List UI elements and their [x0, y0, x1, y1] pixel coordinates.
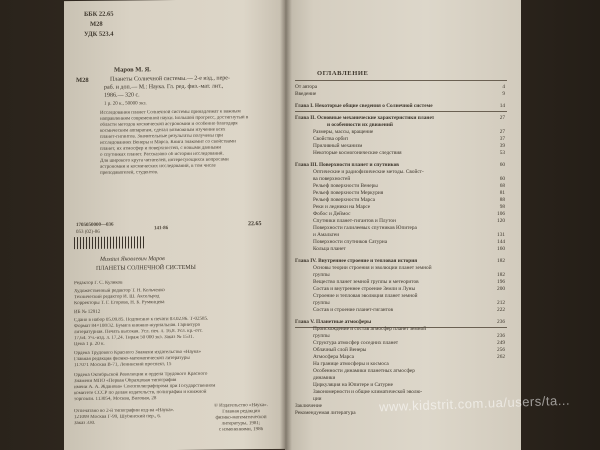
toc-chapter — [295, 162, 513, 169]
toc-entry-label: Особенности динамики планетных атмосфер — [313, 368, 415, 374]
toc-entry-label: Поверхности спутников Сатурна — [313, 239, 388, 245]
toc-entry-label: Состав и строение планет-гигантов — [313, 307, 394, 313]
toc-entry-page: 60 — [499, 176, 505, 182]
watermark: www.kidstrit.com.ua/users/ta... — [378, 392, 571, 415]
toc-entry-label: Рельеф поверхности Марса — [313, 197, 375, 203]
toc-entry — [295, 150, 513, 157]
toc-entry-page: 37 — [499, 136, 505, 142]
barcode-sub: 053 (02)-86 — [76, 229, 100, 236]
toc-entry-page: 144 — [497, 239, 505, 245]
stamp-left: Отпечатано во 2-й типографии изд-ва «Наука». 121099 Москва Г-99, Шубинский пер., 6. Заказ 330. — [74, 408, 175, 427]
toc-entry-label: Закономерности и общие климатической эволю- — [313, 389, 423, 395]
toc-entry-label: Кольца планет — [313, 246, 346, 252]
description-line: 1986.— 320 с. — [104, 92, 140, 99]
toc-entry-label: Фобос и Деймос — [313, 211, 351, 217]
toc-entry-label: Происхождение и состав атмосфер планет земной — [313, 326, 427, 332]
toc-entry — [295, 354, 513, 361]
toc-entry — [295, 232, 513, 239]
toc-entry — [295, 176, 513, 183]
toc-entry — [295, 375, 513, 382]
toc-entry-page: 14 — [499, 103, 505, 109]
price-code: 22.65 — [248, 221, 262, 228]
toc-entry — [295, 239, 513, 246]
toc-entry — [295, 286, 513, 293]
publisher-info: Ордена Трудового Красного Знамени издательство «Наука» Главная редакция физико-математической литературы 117071 Москва В-71, Ленинский проспект, 15 — [74, 349, 201, 369]
toc-entry — [295, 272, 513, 279]
toc-chapter — [295, 115, 513, 122]
barcode-right: 141-86 — [154, 226, 169, 232]
toc-entry-label: Строение и тепловая эволюция планет земной — [313, 293, 418, 299]
toc-entry-page: 68 — [499, 183, 505, 189]
left-page — [64, 0, 288, 450]
toc-entry-label: Оптические и радиофизические методы. Свойст- — [313, 169, 424, 175]
toc-entry-label: группы — [313, 272, 330, 278]
toc-entry-label: ва поверхностей — [313, 176, 351, 182]
toc-entry — [295, 347, 513, 354]
toc-entry-page: 9 — [502, 91, 505, 97]
catalog-code: М28 — [76, 76, 89, 85]
toc-entry-label: группы — [313, 333, 330, 339]
toc-entry-label: Размеры, массы, вращение — [313, 129, 374, 135]
toc-entry — [295, 218, 513, 225]
toc-entry — [295, 129, 513, 136]
toc-entry-label: Вещество планет земной группы и метеоритов — [313, 279, 419, 285]
pages-line: 1 р. 20 к., 50000 экз. — [104, 101, 147, 107]
toc-entry-label: Основы теории строения и эволюции планет земной — [313, 265, 432, 271]
toc-entry-page: 98 — [499, 204, 505, 210]
toc-entry-label: Некоторые космогонические следствия — [313, 150, 402, 156]
description-line: раб. и доп.— М.: Наука. Гл. ред. физ.-мат. лит., — [104, 83, 224, 91]
toc-entry-page: 200 — [497, 286, 505, 292]
toc-entry-page: 39 — [499, 143, 505, 149]
toc-entry — [295, 169, 513, 176]
printer-info: Ордена Октябрьской Революции и ордена Трудового Красного Знамени МПО «Первая Образцовая типография имени А. А. Жданова» Союзполиграфпрома при Государственном комитете СССР по делам издательств, полиграфии и книжной торговли. 113054, Москва, Валовая, 28 — [74, 371, 216, 403]
toc-entry-page: 262 — [497, 354, 505, 360]
toc-entry-label: Реки и ледники на Марсе — [313, 204, 371, 210]
toc-entry-label: и Амальтеи — [313, 232, 340, 238]
toc-entry-page: 236 — [497, 319, 505, 325]
toc-entry — [295, 279, 513, 286]
toc-entry-label: Циркуляция на Юпитере и Сатурне — [313, 382, 393, 388]
toc-entry-page: 4 — [502, 84, 505, 90]
toc-entry-page: 160 — [497, 246, 505, 252]
toc-entry-page: 120 — [497, 218, 505, 224]
toc-entry-label: динамики — [313, 375, 336, 381]
imprint-author: Михаил Яковлевич Маров — [100, 256, 165, 263]
toc-chapter — [295, 103, 513, 110]
toc-entry-label: Рекомендуемая литература — [295, 410, 356, 416]
toc-entry — [295, 190, 513, 197]
bbk-index: ББК 22.65 — [84, 10, 114, 18]
toc-entry-page: 236 — [497, 333, 505, 339]
barcode — [74, 236, 144, 249]
toc-entry-label: Глава V. Планетные атмосферы — [295, 319, 372, 325]
toc-entry-label: Глава IV. Внутреннее строение и тепловая история — [295, 258, 418, 264]
toc-top-rule — [295, 80, 507, 81]
toc-entry — [295, 183, 513, 190]
toc-entry — [295, 246, 513, 253]
toc-entry-label: Свойства орбит — [313, 136, 349, 142]
toc-entry — [295, 307, 513, 314]
toc-entry — [295, 122, 513, 129]
toc-entry-label: Структура атмосфер соседних планет — [313, 340, 399, 346]
toc-entry-page: 196 — [497, 279, 505, 285]
toc-entry-label: Приливный механизм — [313, 143, 363, 149]
toc-entry-page: 256 — [497, 347, 505, 353]
book-spine-shadow — [280, 0, 292, 450]
toc-entry-label: ции — [313, 396, 322, 402]
ib-number: ИБ № 12912 — [74, 309, 101, 316]
toc-entry-label: Глава II. Основные механические характеристики планет — [295, 115, 435, 121]
toc-heading: ОГЛАВЛЕНИЕ — [317, 70, 369, 77]
toc-entry-page: 106 — [497, 211, 505, 217]
toc-rule — [295, 111, 507, 112]
toc-entry-page: 182 — [497, 272, 505, 278]
toc-entry-page: 27 — [499, 115, 505, 121]
toc-entry-page: 81 — [499, 190, 505, 196]
toc-entry-label: Рельеф поверхности Венеры — [313, 183, 378, 189]
abstract: Исследования планет Солнечной системы принадлежат к важным направлениям современной науки. Большой прогресс, достигнутый в области методов космической астрономии и особенно благодаря космическим аппаратам, сделал возможным изучение всех планет-гигантов. Значительные результаты получены при исследованиях Венеры и Марса. Книга знакомит со свойствами планет, их атмосфер и поверхностей, с новыми данными о спутниках планет. Рассказано об истории исследований. Для широкого круга читателей, интересующихся вопросами астрономии и космических исследований, в том числе преподавателей, студентов. — [100, 109, 249, 176]
toc-chapter — [295, 319, 513, 326]
toc-entry-page: 131 — [497, 232, 505, 238]
toc-entry — [295, 265, 513, 272]
toc-entry-page: 27 — [499, 129, 505, 135]
right-page — [285, 0, 521, 450]
toc-entry — [295, 382, 513, 389]
toc-entry — [295, 136, 513, 143]
description-line: Планеты Солнечной системы.— 2-е изд., пере- — [110, 75, 230, 83]
toc-entry-label: Глава III. Поверхности планет и спутников — [295, 162, 400, 168]
toc-entry — [295, 211, 513, 218]
print-info: Сдано в набор 05.09.85. Подписано к печати 03.02.86. Т-02585. Формат 84×108/32. Бумага книжно-журнальная. Гарнитура литературная. Печать высокая. Усл. печ. л. 16,8. Усл. кр.-отт. 17,64. Уч.-изд. л. 17,24. Тираж 50 000 экз. Заказ № 1531. Цена 1 р. 20 к. — [74, 316, 209, 348]
toc-entry — [295, 368, 513, 375]
credits: Редактор Г. С. Куликов Художественный редактор Т. Н. Кольченко Технический редактор И. Ш. Аксельрод Корректоры Т. Г. Егорова, Н. Б. Румянцева — [74, 280, 165, 307]
toc-entry — [295, 333, 513, 340]
barcode-number: 1705050000—036 — [76, 222, 114, 229]
toc-entry-label: Состав и внутреннее строение Земли и Луны — [313, 286, 416, 292]
toc-entry — [295, 326, 513, 333]
toc-entry — [295, 225, 513, 232]
toc-entry — [295, 143, 513, 150]
toc-entry-label: На границе атмосферы и космоса — [313, 361, 389, 367]
toc-entry-label: и особенности их движений — [327, 122, 393, 128]
imprint-title: ПЛАНЕТЫ СОЛНЕЧНОЙ СИСТЕМЫ — [96, 264, 196, 272]
toc-entry — [295, 91, 513, 98]
toc-entry-label: От автора — [295, 84, 318, 90]
toc-entry — [295, 293, 513, 300]
toc-entry-page: 88 — [499, 197, 505, 203]
toc-entry-label: Заключение — [295, 403, 323, 409]
toc-entry-label: Атмосфера Марса — [313, 354, 355, 360]
toc-entry-label: Рельеф поверхности Меркурия — [313, 190, 384, 196]
udk-index: УДК 523.4 — [84, 30, 114, 38]
toc-entry-label: Спутники планет-гигантов и Плутон — [313, 218, 396, 224]
toc-entry-page: 182 — [497, 258, 505, 264]
author-heading: Маров М. Я. — [114, 66, 151, 74]
toc-entry-label: группы — [313, 300, 330, 306]
toc-entry — [295, 204, 513, 211]
toc-entry-label: Поверхности галилеевых спутников Юпитера — [313, 225, 417, 231]
toc-entry-label: Облачный слой Венеры — [313, 347, 367, 353]
toc-entry — [295, 197, 513, 204]
toc-entry-label: Глава I. Некоторые общие сведения о Солнечной системе — [295, 103, 433, 109]
stamp-right: © Издательство «Наука». Главная редакция физико-математической литературы, 1981; с изменениями, 1986 — [214, 403, 268, 433]
toc-chapter — [295, 258, 513, 265]
toc-entry-page: 53 — [499, 150, 505, 156]
toc-entry-page: 212 — [497, 300, 505, 306]
toc-entry — [295, 300, 513, 307]
bbk-code: М28 — [90, 20, 103, 28]
toc-entry — [295, 361, 513, 368]
toc-entry-page: 249 — [497, 340, 505, 346]
toc-entry-page: 222 — [497, 307, 505, 313]
toc-entry — [295, 84, 513, 91]
toc-entry-page: 60 — [499, 162, 505, 168]
toc-entry — [295, 340, 513, 347]
toc-entry-label: Введение — [295, 91, 317, 97]
